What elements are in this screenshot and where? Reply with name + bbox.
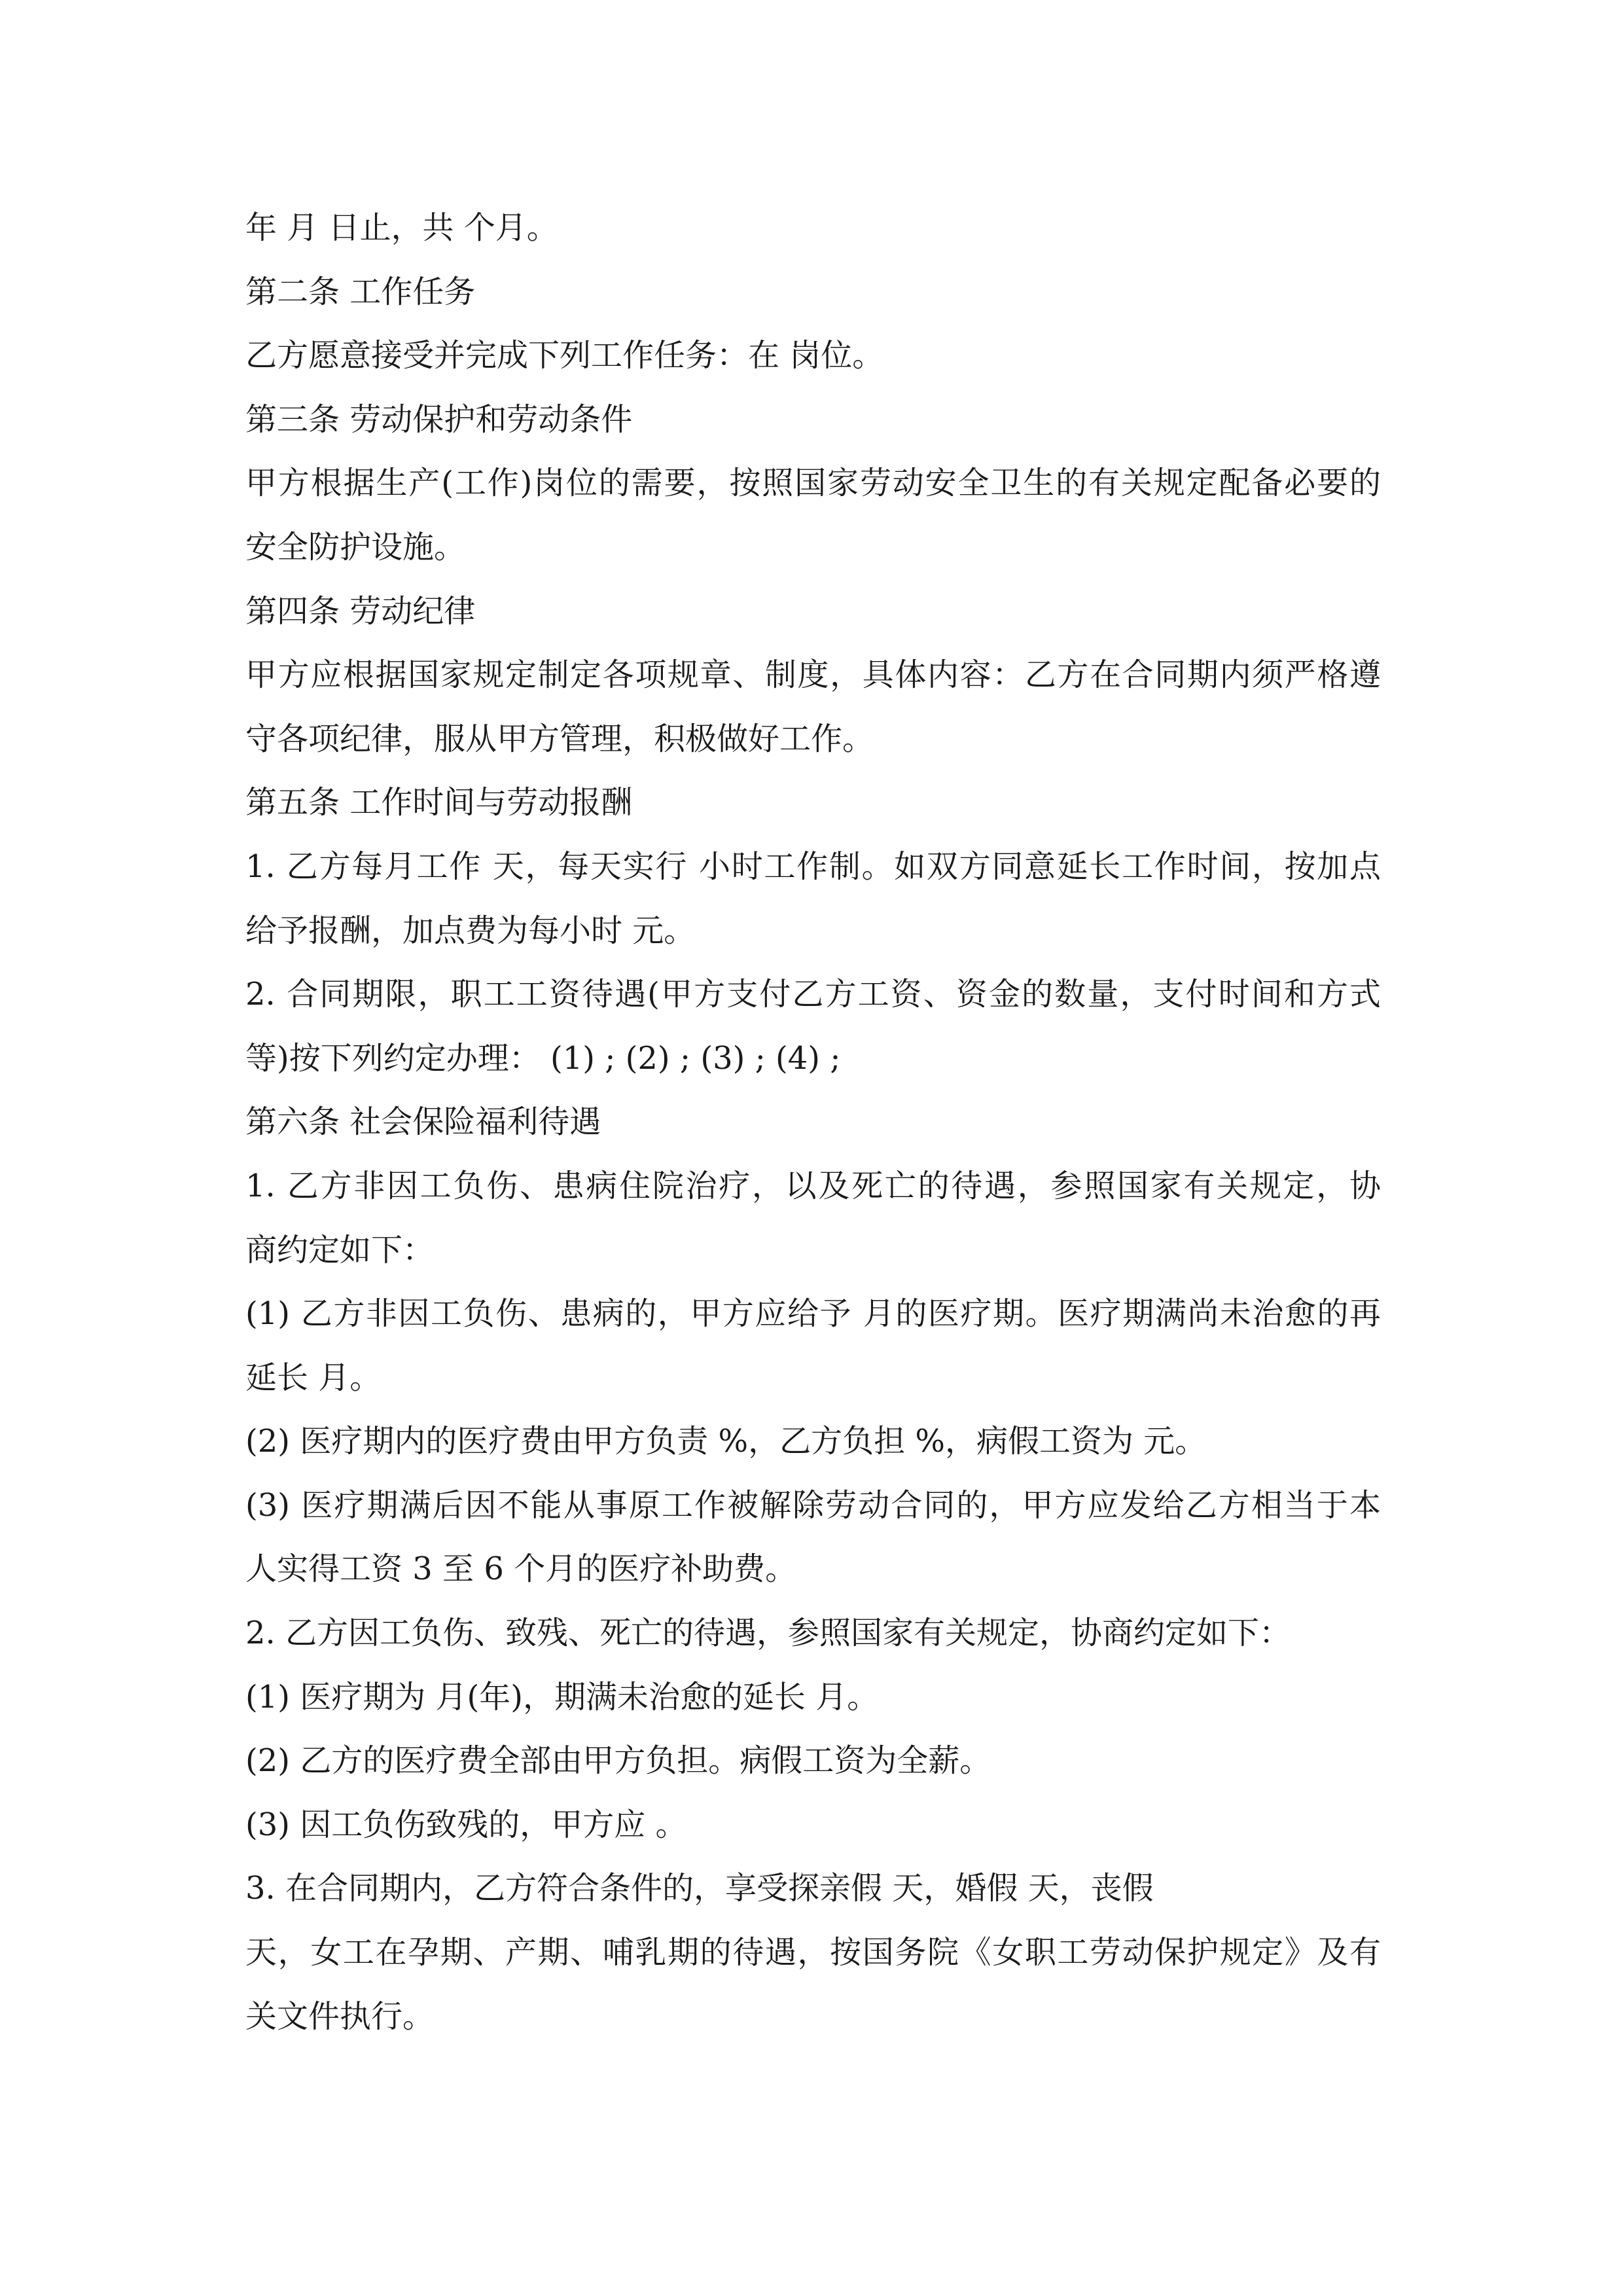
text-line: 甲方应根据国家规定制定各项规章、制度，具体内容：乙方在合同期内须严格遵: [245, 656, 1381, 694]
text-line: 2. 乙方因工负伤、致残、死亡的待遇，参照国家有关规定，协商约定如下：: [245, 1615, 1291, 1652]
text-line: 第五条 工作时间与劳动报酬: [245, 784, 633, 821]
text-line: 给予报酬，加点费为每小时 元。: [245, 912, 696, 949]
text-line: 守各项纪律，服从甲方管理，积极做好工作。: [245, 720, 874, 757]
text-line: 第二条 工作任务: [245, 273, 476, 310]
text-line: 人实得工资 3 至 6 个月的医疗补助费。: [245, 1551, 797, 1588]
text-line: 第四条 劳动纪律: [245, 592, 476, 630]
text-line: 安全防护设施。: [245, 528, 466, 565]
text-line: 第三条 劳动保护和劳动条件: [245, 401, 633, 438]
text-line: 商约定如下：: [245, 1231, 435, 1268]
text-line: (3) 医疗期满后因不能从事原工作被解除劳动合同的，甲方应发给乙方相当于本: [245, 1486, 1381, 1524]
text-line: (1) 医疗期为 月(年)，期满未治愈的延长 月。: [245, 1678, 879, 1715]
text-line: 延长 月。: [245, 1359, 382, 1396]
text-line: 年 月 日止，共 个月。: [245, 209, 558, 246]
document-body: [245, 196, 1381, 2049]
text-line: 等)按下列约定办理： (1) ; (2) ; (3) ; (4) ;: [245, 1039, 841, 1077]
text-line: (3) 因工负伤致残的，甲方应 。: [245, 1806, 687, 1843]
text-line: 甲方根据生产(工作)岗位的需要，按照国家劳动安全卫生的有关规定配备必要的: [245, 465, 1381, 502]
text-line: 3. 在合同期内，乙方符合条件的，享受探亲假 天，婚假 天，丧假: [245, 1870, 1154, 1907]
text-line: 1. 乙方每月工作 天，每天实行 小时工作制。如双方同意延长工作时间，按加点: [245, 848, 1381, 885]
text-line: (1) 乙方非因工负伤、患病的，甲方应给予 月的医疗期。医疗期满尚未治愈的再: [245, 1295, 1381, 1333]
text-line: 乙方愿意接受并完成下列工作任务：在 岗位。: [245, 337, 884, 374]
text-line: 2. 合同期限，职工工资待遇(甲方支付乙方工资、资金的数量，支付时间和方式: [245, 976, 1381, 1013]
text-line: 1. 乙方非因工负伤、患病住院治疗，以及死亡的待遇，参照国家有关规定，协: [245, 1167, 1381, 1204]
text-line: (2) 乙方的医疗费全部由甲方负担。病假工资为全薪。: [245, 1742, 991, 1780]
text-line: 天，女工在孕期、产期、哺乳期的待遇，按国务院《女职工劳动保护规定》及有: [245, 1934, 1381, 1971]
text-line: (2) 医疗期内的医疗费由甲方负责 %，乙方负担 %，病假工资为 元。: [245, 1423, 1207, 1460]
text-line: 第六条 社会保险福利待遇: [245, 1103, 601, 1141]
text-line: 关文件执行。: [245, 1998, 435, 2035]
